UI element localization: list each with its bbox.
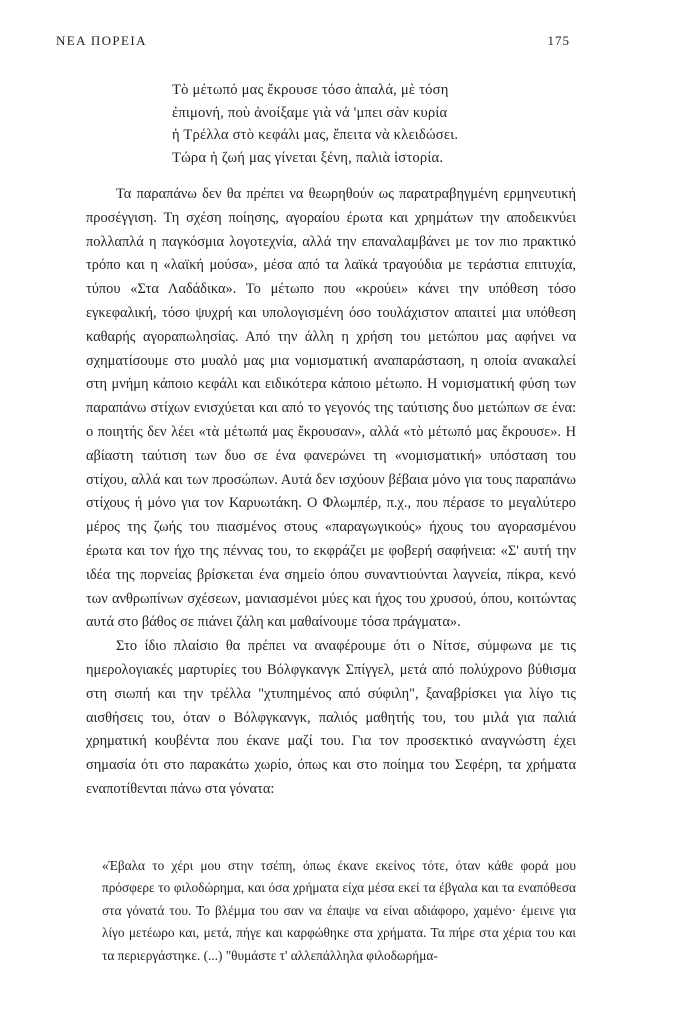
poem-line: ἡ Τρέλλα στὸ κεφάλι μας, ἔπειτα νὰ κλειδώσει. [172, 127, 459, 143]
block-quote [102, 855, 576, 967]
poem-excerpt [172, 79, 572, 169]
page-number: 175 [547, 33, 570, 48]
poem-line: Τώρα ἡ ζωή μας γίνεται ξένη, παλιὰ ἱστορία. [172, 149, 444, 166]
paragraph: Τα παραπάνω δεν θα πρέπει να θεωρηθούν ως παρατραβηγμένη ερμηνευτική προσέγγιση. Τη σχέση ποίησης, αγοραίου έρωτα και χρημάτων την αποδεικνύει πολλαπλά η παγκόσμια λογοτεχνία, αλλά την επαναλαμβάνει με τον πιο πρακτικό τρόπο και η «λαϊκή μούσα», μέσα από τα λαϊκά τραγούδια με τεράστια επιτυχία, τύπου «Στα Λαδάδικα». Το μέτωπο που «κρούει» κάνει την υπόθεση τόσο εγκεφαλική, τόσο ψυχρή και υπολογισμένη όσο τουλάχιστον απαιτεί μια υπόθεση καθαρής αγοραπωλησίας. Από την άλλη η χρήση του μετώπου μας αφήνει να σχηματίσουμε στο μυαλό μας μια νομισματική αναπαράσταση, η οποία ανακαλεί στη μνήμη κάποιο κεφάλι και ειδικότερα κάποιο μέτωπο. Η νομισματική φύση των παραπάνω στίχων ενισχύεται και από το γεγονός της ταύτισης δυο μετώπων σε ένα: ο ποιητής δεν λέει «τὰ μέτωπά μας ἔκρουσαν», αλλά «τὸ μέτωπό μας ἔκρουσε». Η αβίαστη ταύτιση των δυο σε ένα φανερώνει τη «νομισματική» υπόσταση του στίχου, αλλά και των προσώπων. Αυτά δεν ισχύουν βέβαια μόνο για τους παραπάνω στίχους ή μόνο για τον Καρυωτάκη. Ο Φλωμπέρ, π.χ., που πέρασε το μεγαλύτερο μέρος της ζωής του πιασμένος στους «παραγωγικούς» ήχους του αγορασμένου έρωτα και τον ήχο της πέννας του, το εκφράζει με φοβερή σαφήνεια: «Σ' αυτή την ιδέα της πορνείας βρίσκεται ένα σημείο όπου συναντιούνται λαγνεία, πίκρα, κενό των ανθρωπίνων σχέσεων, μανιασμένοι μύες και ήχος του χρυσού, όπου, κοιτώντας αυτά στο βάθος σε πιάνει ζάλη και μαθαίνουμε τόσα πράγματα». [86, 186, 576, 631]
body-text [86, 183, 576, 802]
paragraph: Στο ίδιο πλαίσιο θα πρέπει να αναφέρουμε ότι ο Νίτσε, σύμφωνα με τις ημερολογιακές μαρτυρίες του Βόλφγκανγκ Σπίγγελ, μετά από πολύχρονο βύθισμα στη σιωπή και την τρέλλα "χτυπημένος από σύφιλη", ξαναβρίσκει για λίγο τις αισθήσεις του, όταν ο Βόλφγκανγκ, παλιός μαθητής του, του μιλά για παλιά χρηματική κουβέντα που έκανε μαζί του. Για τον προσεκτικό αναγνώστη έχει σημασία ότι στο παρακάτω χωρίο, όπως και στο ποίημα του Σεφέρη, τα χρήματα εναποτίθενται πάνω στα γόνατα: [86, 638, 576, 797]
poem-line: Τὸ μέτωπό μας ἔκρουσε τόσο ἁπαλά, μὲ τόση [172, 82, 449, 98]
quote-text: «Έβαλα το χέρι μου στην τσέπη, όπως έκανε εκείνος τότε, όταν κάθε φορά μου πρόσφερε το φιλοδώρημα, και όσα χρήματα είχα μέσα εκεί τα έβγαλα και τα εναπόθεσα στα γόνατά του. Το βλέμμα του σαν να έπαψε να είναι αδιάφορο, χαμένο· έμεινε για λίγο μετέωρο και, μετά, πήγε και καρφώθηκε στα χρήματα. Τα πήρε στα χέρια του και τα περιεργάστηκε. (...) "θυμάστε τ' αλλεπάλληλα φιλοδωρήμα- [102, 858, 576, 963]
journal-title: ΝΕΑ ΠΟΡΕΙΑ [56, 33, 147, 48]
poem-line: ἐπιμονή, ποὺ ἀνοίξαμε γιὰ νά 'μπει σὰν κυρία [172, 104, 448, 121]
running-head [56, 33, 570, 51]
